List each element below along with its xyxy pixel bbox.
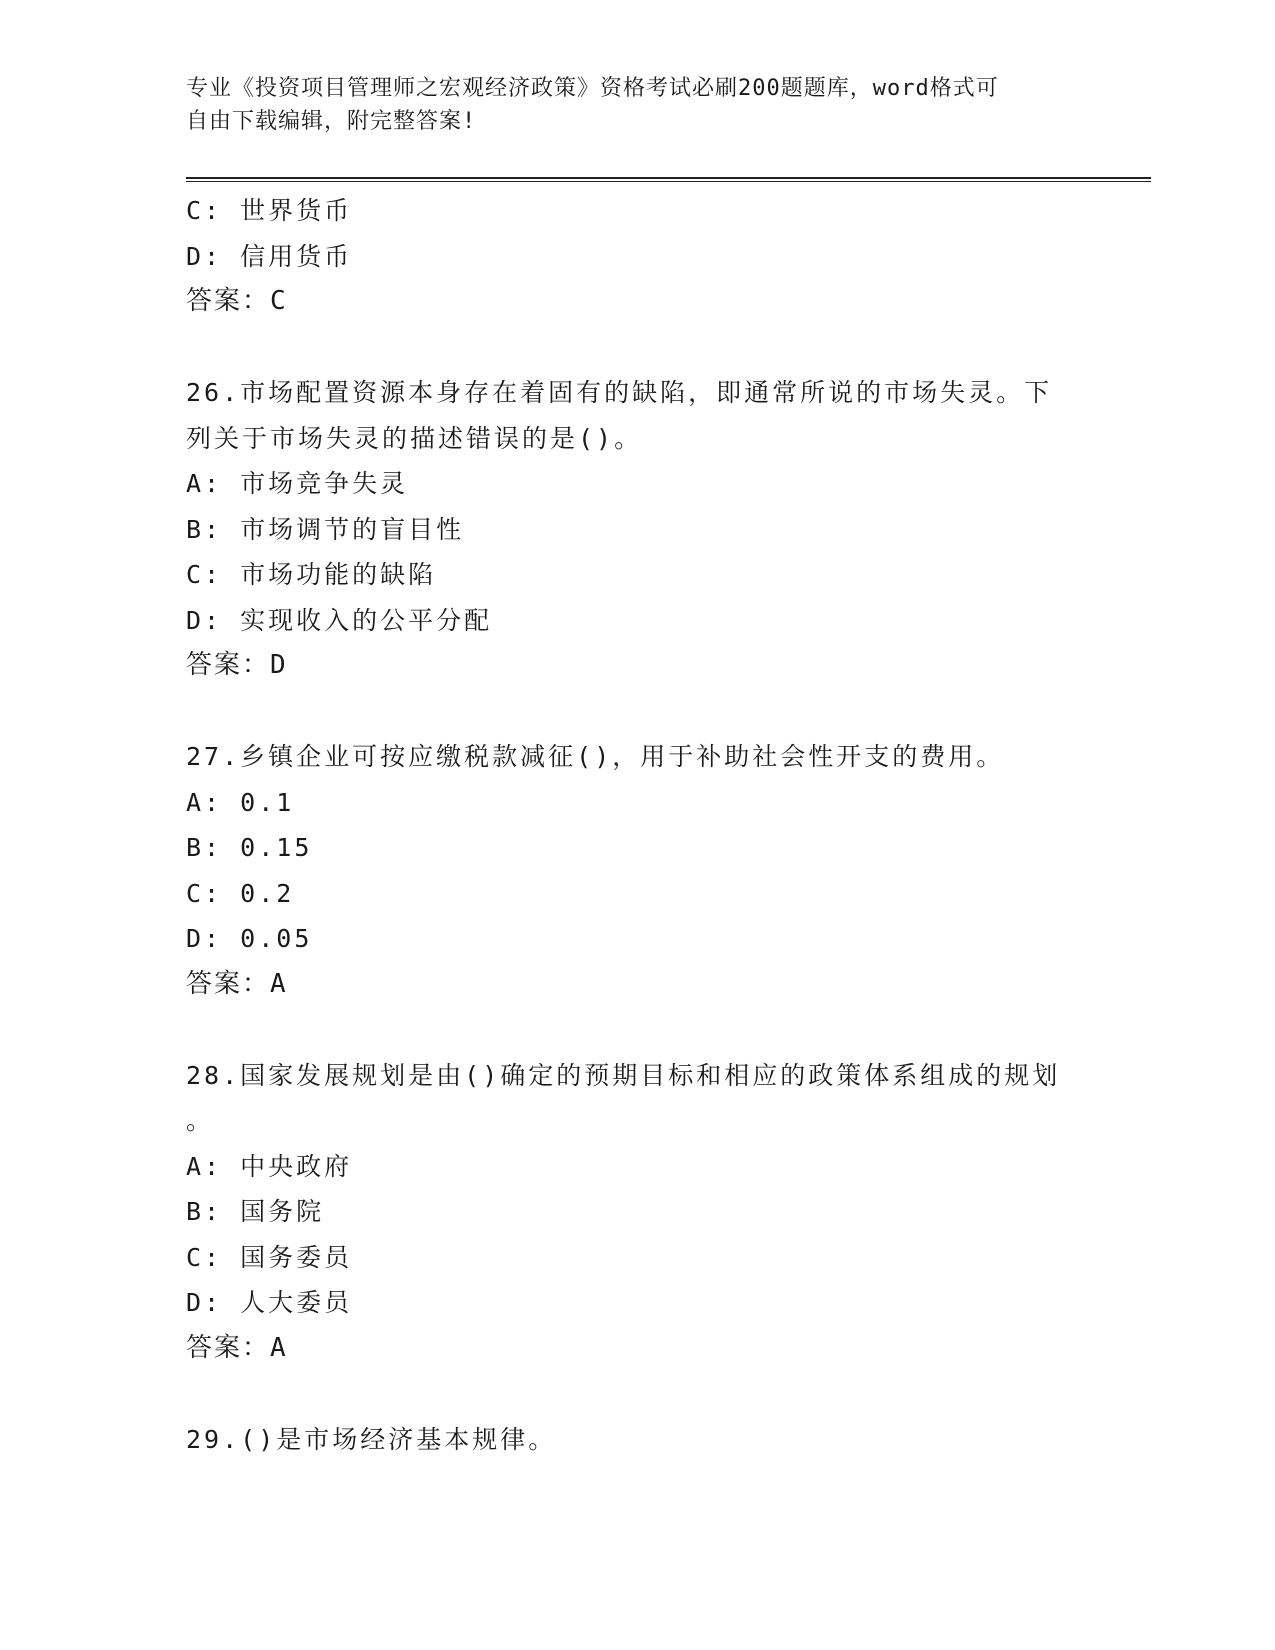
option-d [186,234,1086,280]
question-29 [186,1417,1086,1463]
option-text: 人大委员 [240,1288,353,1317]
question-28 [186,1053,1086,1372]
option-text: 0.15 [240,833,313,862]
question-26 [186,370,1086,689]
option-key: C: [186,560,223,589]
answer-line [186,279,1086,325]
option-key: D: [186,924,223,953]
question-stem-line: 27.乡镇企业可按应缴税款减征()，用于补助社会性开支的费用。 [186,742,1005,771]
option-a [186,461,1086,507]
option-d [186,916,1086,962]
option-text: 0.05 [240,924,313,953]
option-key: B: [186,1197,223,1226]
option-b [186,1189,1086,1235]
spacer [186,325,1086,371]
option-text: 国务院 [240,1197,325,1226]
question-stem-line: 列关于市场失灵的描述错误的是()。 [186,423,643,453]
option-key: D: [186,1288,223,1317]
option-c [186,1235,1086,1281]
option-text: 世界货币 [240,196,353,225]
option-text: 市场竞争失灵 [240,469,409,498]
spacer [186,1007,1086,1053]
option-c [186,552,1086,598]
option-text: 国务委员 [240,1242,353,1272]
header-line-2: 自由下载编辑，附完整答案! [186,109,477,134]
option-key: C: [186,1242,223,1272]
option-text: 实现收入的公平分配 [240,605,493,635]
question-stem-line: 26.市场配置资源本身存在着固有的缺陷，即通常所说的市场失灵。下 [186,378,1053,407]
option-key: A: [186,787,223,817]
spacer [186,1371,1086,1417]
option-text: 0.1 [240,787,295,817]
spacer [186,689,1086,735]
answer-value: C [270,286,288,316]
question-25-tail [186,188,1086,325]
answer-label: 答案： [186,968,271,999]
option-d [186,598,1086,644]
option-key: D: [186,241,223,271]
option-text: 信用货币 [240,241,353,271]
option-key: C: [186,196,223,225]
answer-line [186,1326,1086,1372]
option-key: D: [186,605,223,635]
option-key: C: [186,878,223,908]
answer-label: 答案： [186,1332,271,1363]
question-stem-line: 28.国家发展规划是由()确定的预期目标和相应的政策体系组成的规划 [186,1060,1061,1090]
option-b [186,825,1086,871]
answer-value: D [270,650,288,680]
answer-line [186,962,1086,1008]
option-text: 市场调节的盲目性 [240,514,465,544]
answer-line [186,643,1086,689]
header-divider [186,177,1151,182]
option-text: 市场功能的缺陷 [240,560,437,589]
option-key: B: [186,833,223,862]
option-text: 0.2 [240,878,295,908]
answer-label: 答案： [186,286,271,316]
question-stem-line: 。 [186,1106,215,1135]
option-key: A: [186,1151,223,1181]
document-header [186,72,1066,138]
option-key: B: [186,514,223,544]
option-c [186,871,1086,917]
question-list [186,188,1086,1462]
question-stem-line: 29.()是市场经济基本规律。 [186,1424,557,1454]
option-c [186,188,1086,234]
option-a [186,780,1086,826]
answer-value: A [270,1332,288,1363]
header-line-1: 专业《投资项目管理师之宏观经济政策》资格考试必刷200题题库，word格式可 [186,76,999,101]
option-d [186,1280,1086,1326]
option-text: 中央政府 [240,1151,353,1181]
option-b [186,507,1086,553]
answer-value: A [270,968,288,999]
question-27 [186,734,1086,1007]
option-a [186,1144,1086,1190]
option-key: A: [186,469,223,498]
answer-label: 答案： [186,650,271,680]
